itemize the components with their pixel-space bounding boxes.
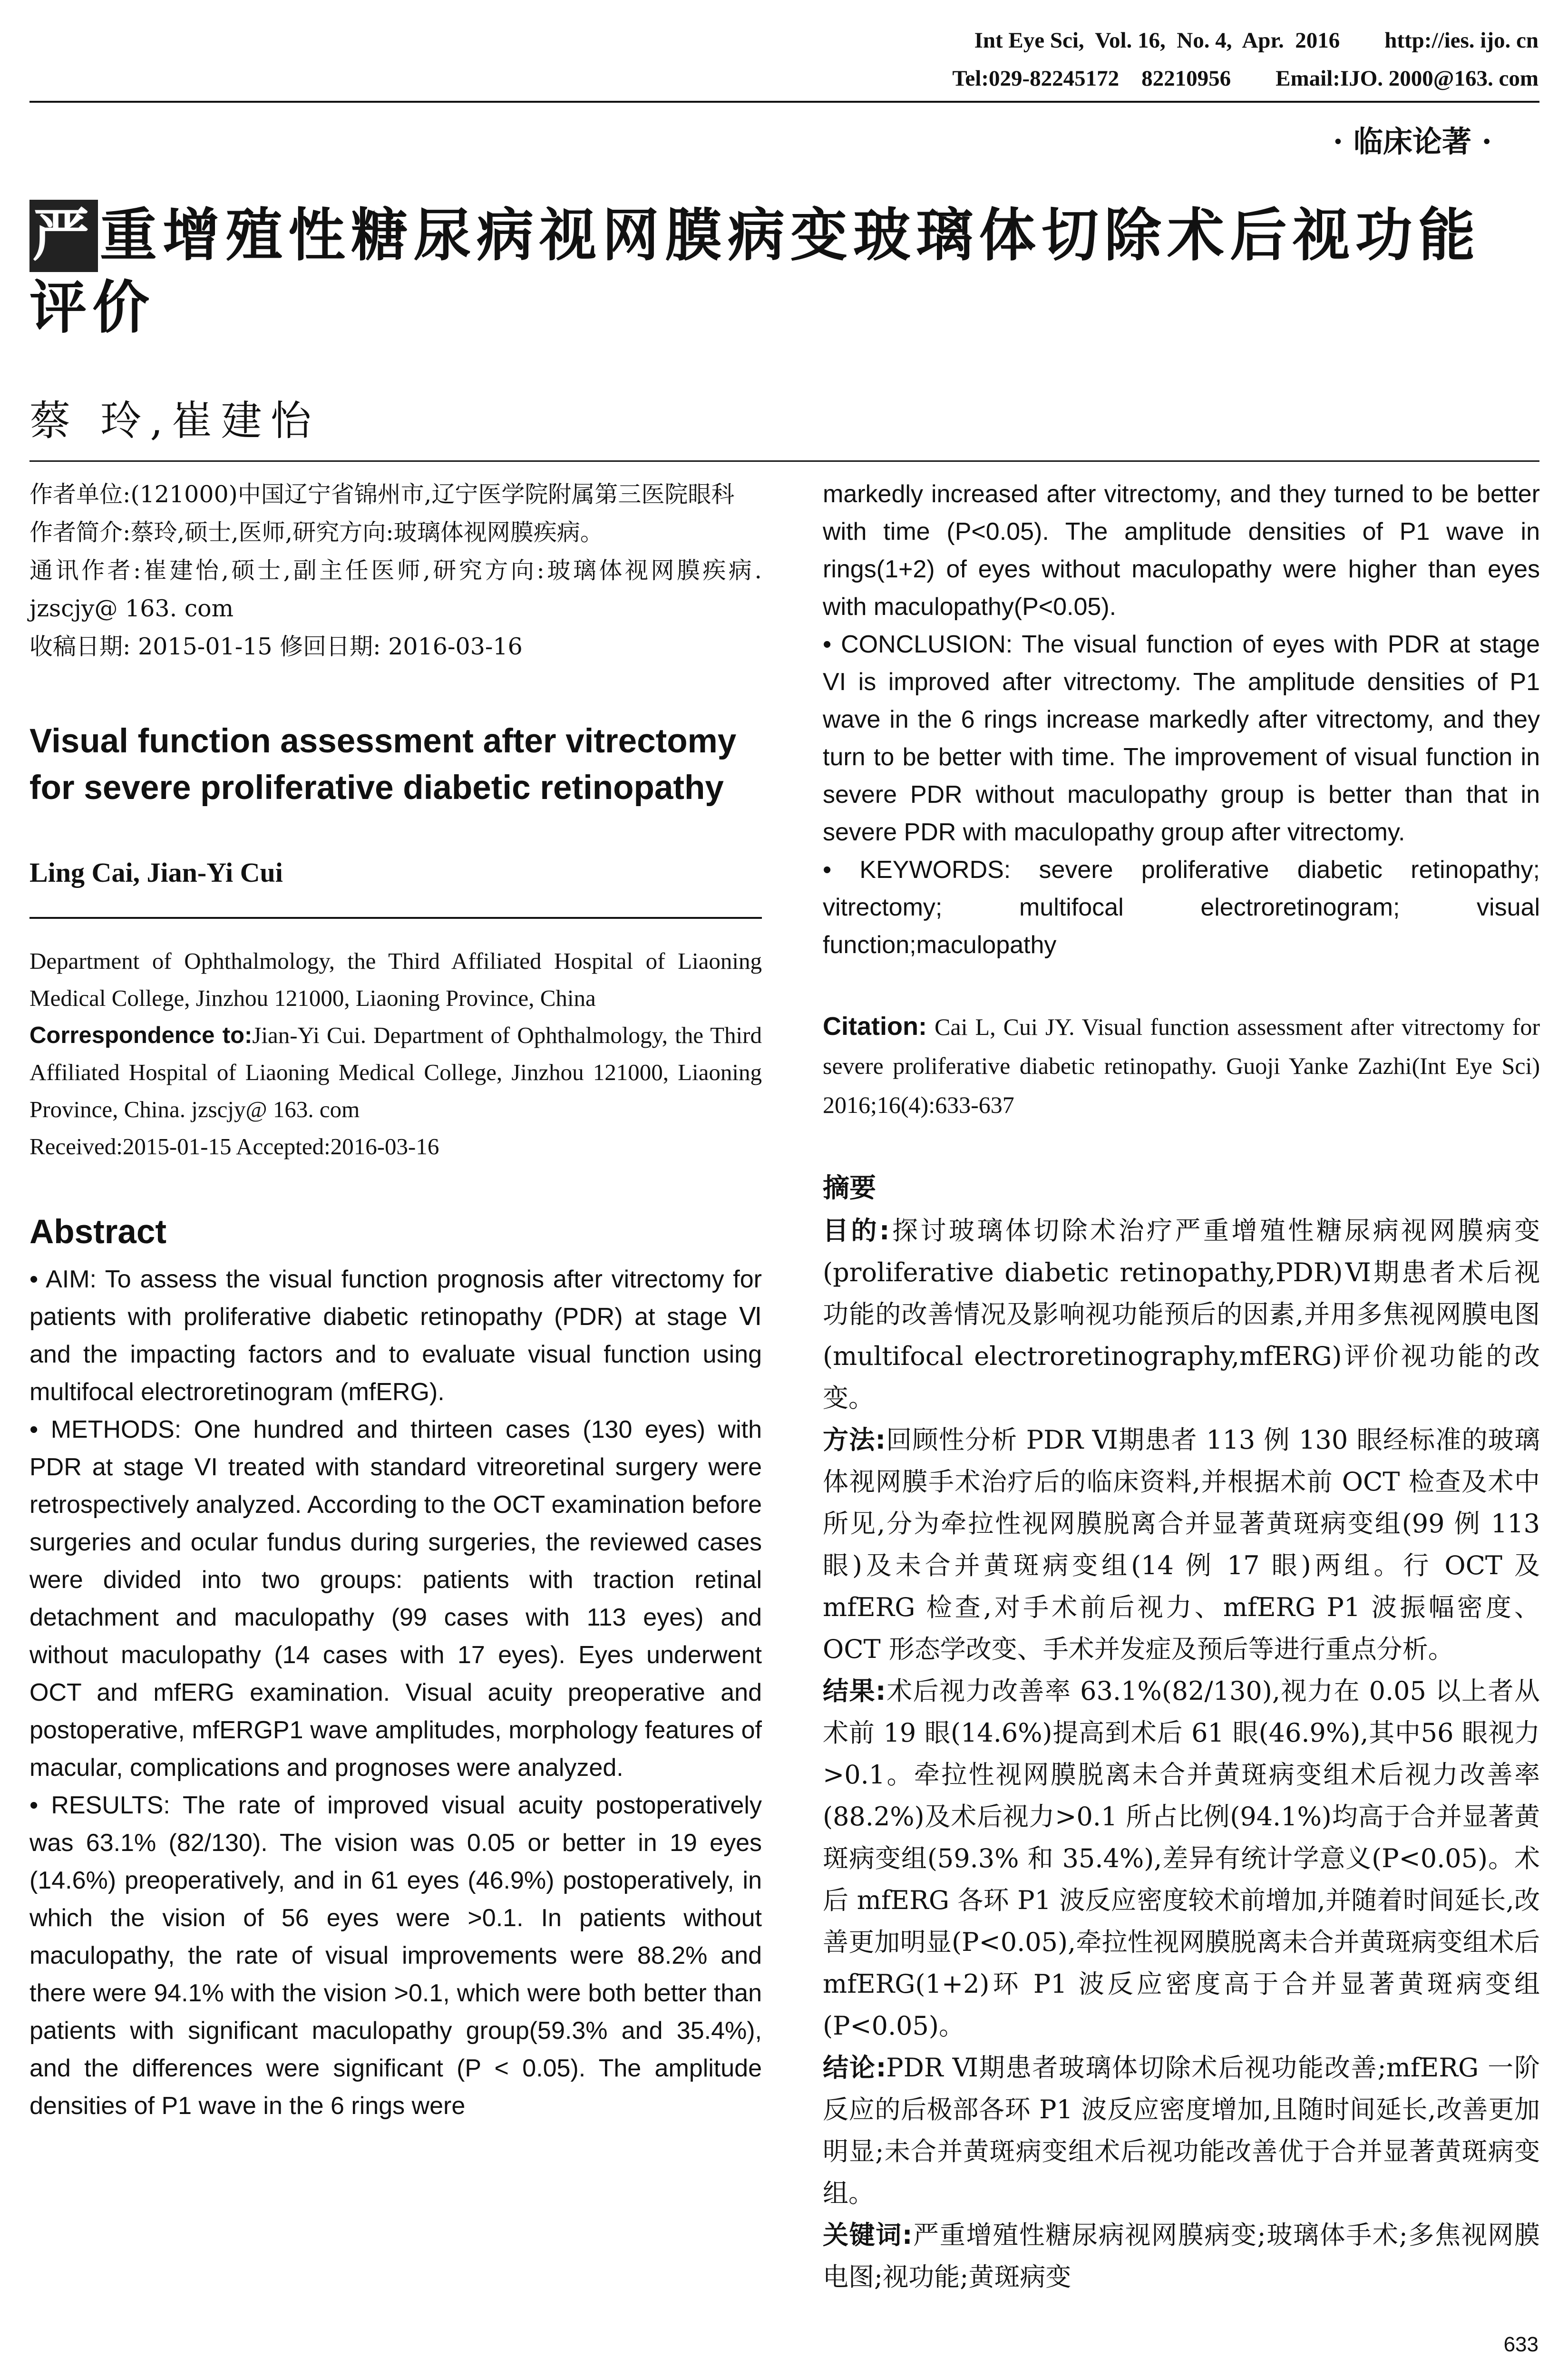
page-number: 633: [1503, 2333, 1539, 2356]
title-text: 重增殖性糖尿病视网膜病变玻璃体切除术后视功能评价: [29, 203, 1481, 341]
zh-results-text: 术后视力改善率 63.1%(82/130),视力在 0.05 以上者从术前 19 眼(14.6%)提高到术后 61 眼(46.9%),其中56 眼视力>0.1。牵拉性视网膜脱离未合并黄斑病变组术后视力改善率(88.2%)及术后视力>0.1 所占比例(94.1%)均高于合并显著黄斑病变组(59.3% 和 35.4%),差异有统计学意义(P<0.05)。术后 mfERG 各环 P1 波反应密度较术前增加,并随着时间延长,改善更加明显(P<0.05),牵拉性视网膜脱离未合并黄斑病变组术后 mfERG(1+2)环 P1 波反应密度高于合并显著黄斑病变组(P<0.05)。: [823, 1676, 1540, 2041]
zh-keywords: [823, 2214, 1540, 2298]
author-rule: [29, 917, 762, 919]
abstract-results-cont: markedly increased after vitrectomy, and they turned to be better with time (P<0.05). The amplitude densities of P1 wave in rings(1+2) of eyes without maculopathy were higher than eyes with maculopathy(P<0.05).: [823, 480, 1540, 621]
journal-header-line1: Int Eye Sci, Vol. 16, No. 4, Apr. 2016 http://ies. ijo. cn: [974, 28, 1539, 53]
citation: [823, 1007, 1540, 1124]
cn-author-bio: 作者简介:蔡玲,硕士,医师,研究方向:玻璃体视网膜疾病。: [29, 519, 604, 546]
zh-conclusion-text: PDR Ⅵ期患者玻璃体切除术后视功能改善;mfERG 一阶反应的后极部各环 P1 波反应密度增加,且随时间延长,改善更加明显;未合并黄斑病变组术后视功能改善优于合并显著黄斑病变组。: [823, 2053, 1540, 2208]
correspondence: [29, 1017, 762, 1128]
abstract-aim: • AIM: To assess the visual function prognosis after vitrectomy for patients with proliferative diabetic retinopathy (PDR) at stage Ⅵ and the impacting factors and to evaluate visual function using multifocal electroretinogram (mfERG).: [29, 1266, 762, 1406]
right-column: [823, 476, 1540, 2298]
abstract-methods: • METHODS: One hundred and thirteen cases (130 eyes) with PDR at stage VI treated with standard vitreoretinal surgery were retrospectively analyzed. According to the OCT examination before surgeries and ocular fundus during surgeries, the reviewed cases were divided into two groups: patients with traction retinal detachment and maculopathy (99 cases with 113 eyes) and without maculopathy (14 cases with 17 eyes). Eyes underwent OCT and mfERG examination. Visual acuity preoperative and postoperative, mfERGP1 wave amplitudes, morphology features of macular, complications and prognoses were analyzed.: [29, 1416, 762, 1782]
cn-corresponding: 通讯作者:崔建怡,硕士,副主任医师,研究方向:玻璃体视网膜疾病. jzscjy@ 163. com: [29, 557, 762, 622]
received-accepted: Received:2015-01-15 Accepted:2016-03-16: [29, 1133, 439, 1159]
abstract-keywords: • KEYWORDS: severe proliferative diabetic retinopathy; vitrectomy; multifocal electroretinogram; visual function;maculopathy: [823, 856, 1540, 959]
zh-aim-label: 目的:: [823, 1216, 890, 1246]
cn-dates: 收稿日期: 2015-01-15 修回日期: 2016-03-16: [29, 633, 523, 660]
cn-affiliation: 作者单位:(121000)中国辽宁省锦州市,辽宁医学院附属第三医院眼科: [29, 481, 735, 508]
zh-results-label: 结果:: [823, 1676, 886, 1706]
authors-cn: 蔡 玲,崔建怡: [29, 397, 320, 445]
zh-methods: [823, 1419, 1540, 1670]
zh-aim-text: 探讨玻璃体切除术治疗严重增殖性糖尿病视网膜病变(proliferative diabetic retinopathy,PDR)Ⅵ期患者术后视功能的改善情况及影响视功能预后的因素,并用多焦视网膜电图(multifocal electroretinography,mfERG)评价视功能的改变。: [823, 1216, 1540, 1413]
correspondence-text: Jian-Yi Cui. Department of Ophthalmology, the Third Affiliated Hospital of Liaoning Medical College, Jinzhou 121000, Liaoning Province, China. jzscjy@ 163. com: [29, 1022, 762, 1122]
correspondence-label: Correspondence to:: [29, 1023, 253, 1048]
zh-abstract-title: 摘要: [823, 1173, 876, 1204]
zh-methods-label: 方法:: [823, 1425, 886, 1455]
title-dropcap: 严: [29, 200, 98, 272]
zh-results: [823, 1670, 1540, 2047]
zh-methods-text: 回顾性分析 PDR Ⅵ期患者 113 例 130 眼经标准的玻璃体视网膜手术治疗后的临床资料,并根据术前 OCT 检查及术中所见,分为牵拉性视网膜脱离合并显著黄斑病变组(99 例 113 眼)及未合并黄斑病变组(14 例 17 眼)两组。行 OCT 及 mfERG 检查,对手术前后视力、mfERG P1 波振幅密度、OCT 形态学改变、手术并发症及预后等进行重点分析。: [823, 1425, 1540, 1664]
zh-aim: [823, 1210, 1540, 1419]
zh-keywords-label: 关键词:: [823, 2220, 913, 2250]
abstract-title: Abstract: [29, 1213, 167, 1251]
left-column: [29, 476, 762, 2125]
journal-header-line2: Tel:029-82245172 82210956 Email:IJO. 2000@163. com: [952, 66, 1539, 91]
english-authors: Ling Cai, Jian-Yi Cui: [29, 857, 283, 888]
header-rule: [29, 101, 1539, 103]
title-rule: [29, 460, 1539, 462]
zh-conclusion: [823, 2047, 1540, 2214]
abstract-results: • RESULTS: The rate of improved visual acuity postoperatively was 63.1% (82/130). The vision was 0.05 or better in 19 eyes (14.6%) preoperatively, and in 61 eyes (46.9%) postoperatively, in which the vision of 56 eyes were >0.1. In patients without maculopathy, the rate of visual improvements were 88.2% and there were 94.1% with the vision >0.1, which were both better than patients with significant maculopathy group(59.3% and 35.4%), and the differences were significant (P < 0.05). The amplitude densities of P1 wave in the 6 rings were: [29, 1792, 762, 2120]
article-title: [29, 200, 1537, 344]
department: Department of Ophthalmology, the Third Affiliated Hospital of Liaoning Medical College, Jinzhou 121000, Liaoning Province, China: [29, 948, 762, 1011]
citation-text: Cai L, Cui JY. Visual function assessment after vitrectomy for severe proliferative diabetic retinopathy. Guoji Yanke Zazhi(Int Eye Sci) 2016;16(4):633-637: [823, 1013, 1540, 1118]
zh-conclusion-label: 结论:: [823, 2053, 886, 2083]
abstract-conclusion: • CONCLUSION: The visual function of eyes with PDR at stage VI is improved after vitrectomy. The amplitude densities of P1 wave in the 6 rings increase markedly after vitrectomy, and they turn to be better with time. The improvement of visual function in severe PDR without maculopathy group is better than that in severe PDR with maculopathy group after vitrectomy.: [823, 631, 1540, 846]
zh-keywords-text: 严重增殖性糖尿病视网膜病变;玻璃体手术;多焦视网膜电图;视功能;黄斑病变: [823, 2220, 1540, 2292]
citation-label: Citation:: [823, 1012, 927, 1041]
english-title: Visual function assessment after vitrectomy for severe proliferative diabetic retinopathy: [29, 722, 737, 807]
section-tag: · 临床论著 ·: [1333, 124, 1492, 159]
